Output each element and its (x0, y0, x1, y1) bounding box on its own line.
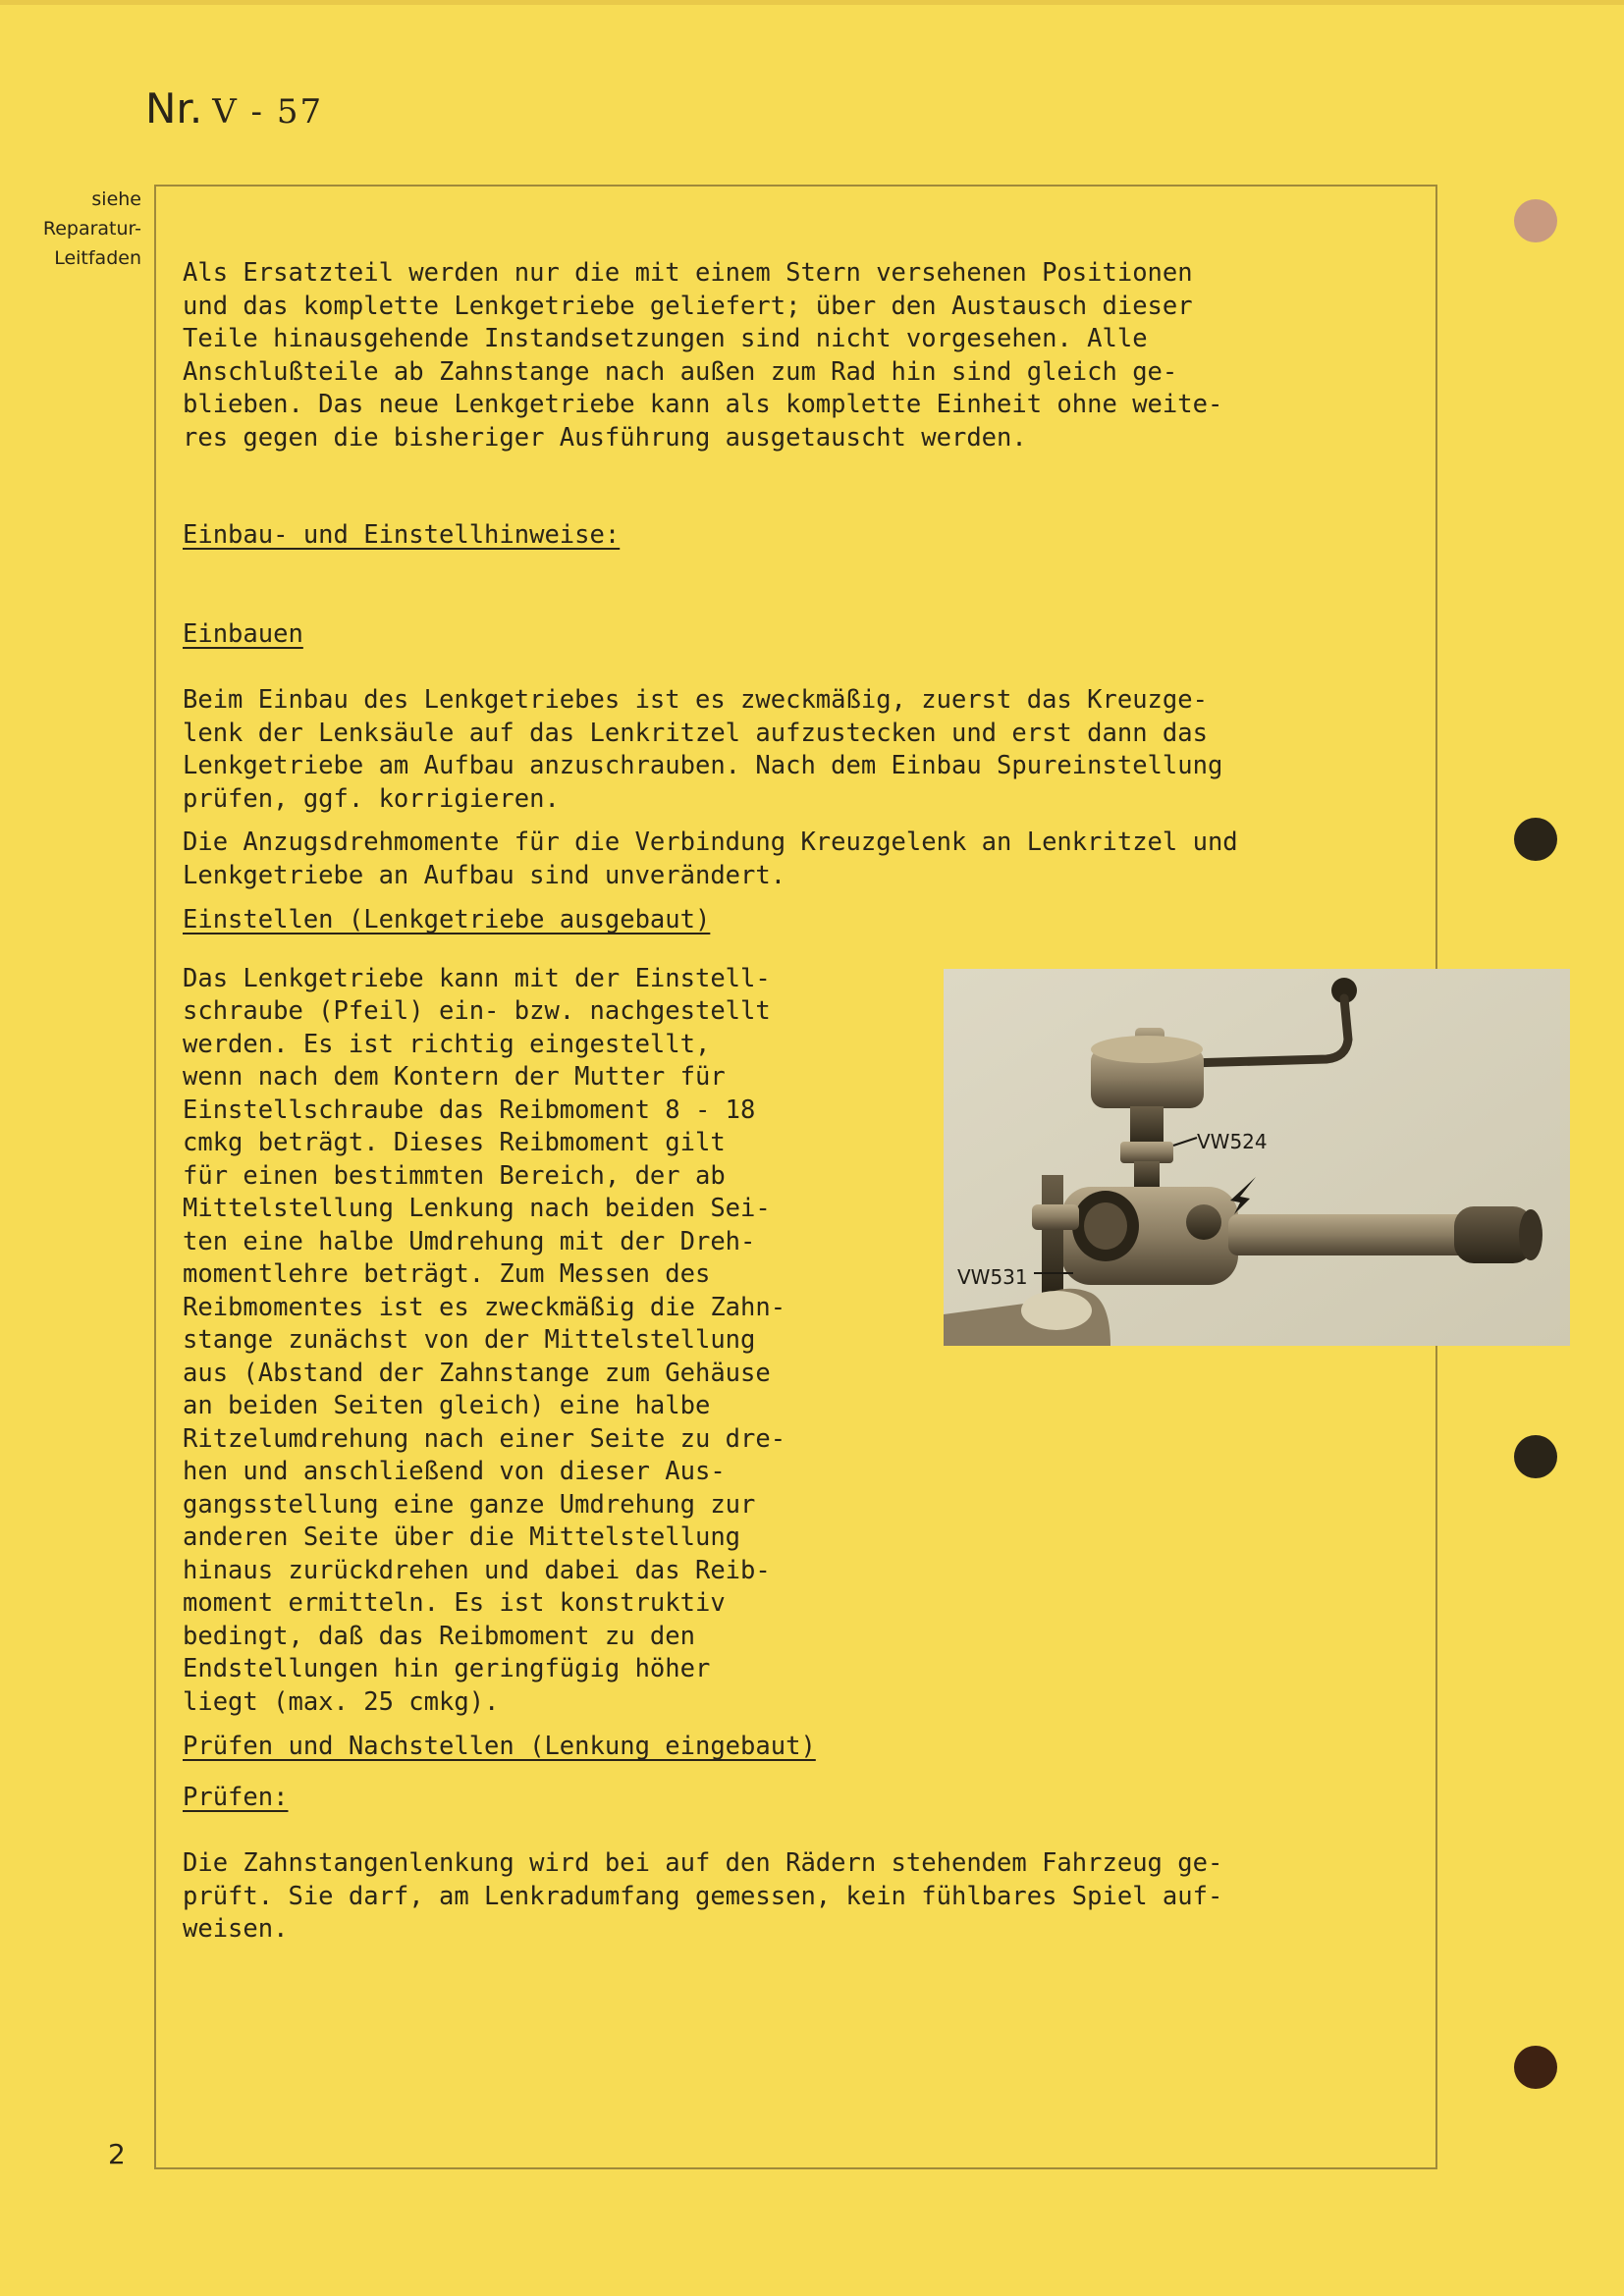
heading-einbau-einstellhinweise: Einbau- und Einstellhinweise: (183, 520, 621, 550)
heading-einbauen: Einbauen (183, 618, 303, 649)
heading-pruefen: Prüfen: (183, 1782, 289, 1812)
einstellen-section (183, 963, 1439, 1720)
text-line: lenk der Lenksäule auf das Lenkritzel aufzustecken und erst dann das (183, 718, 1208, 748)
text-line: momentlehre beträgt. Zum Messen des (183, 1259, 711, 1289)
text-line: an beiden Seiten gleich) eine halbe (183, 1391, 711, 1420)
punch-hole (1514, 2046, 1557, 2089)
text-line: Teile hinausgehende Instandsetzungen sind nicht vorgesehen. Alle (183, 324, 1148, 353)
document-body (183, 257, 1439, 1947)
side-note-line: Reparatur- (42, 218, 141, 240)
einbauen-paragraph-2 (183, 827, 1439, 892)
text-line: Als Ersatzteil werden nur die mit einem Stern versehenen Positionen (183, 258, 1193, 288)
page-top-edge (0, 0, 1624, 5)
text-line: res gegen die bisheriger Ausführung ausgetauscht werden. (183, 422, 1027, 453)
text-line: wenn nach dem Kontern der Mutter für (183, 1062, 726, 1092)
text-line: weisen. (183, 1914, 289, 1944)
text-line: Die Zahnstangenlenkung wird bei auf den Rädern stehendem Fahrzeug ge- (183, 1848, 1223, 1878)
punch-hole (1514, 199, 1557, 242)
text-line: hinaus zurückdrehen und dabei das Reib- (183, 1555, 771, 1585)
side-note (24, 185, 141, 273)
side-note-line: siehe (91, 188, 141, 210)
text-line: hen und anschließend von dieser Aus- (183, 1457, 726, 1486)
side-note-line: Leitfaden (54, 247, 141, 269)
text-line: prüfen, ggf. korrigieren. (183, 783, 560, 814)
text-line: aus (Abstand der Zahnstange zum Gehäuse (183, 1358, 771, 1388)
text-line: Endstellungen hin geringfügig höher (183, 1654, 711, 1683)
text-line: werden. Es ist richtig eingestellt, (183, 1029, 711, 1059)
text-line: cmkg beträgt. Dieses Reibmoment gilt (183, 1128, 726, 1157)
punch-hole (1514, 1435, 1557, 1478)
document-number (145, 84, 323, 133)
text-line: blieben. Das neue Lenkgetriebe kann als komplette Einheit ohne weite- (183, 390, 1223, 419)
text-line: moment ermitteln. Es ist konstruktiv (183, 1588, 726, 1618)
text-line: Lenkgetriebe am Aufbau anzuschrauben. Nach dem Einbau Spureinstellung (183, 751, 1223, 780)
heading-einstellen: Einstellen (Lenkgetriebe ausgebaut) (183, 905, 711, 934)
figure-label-vw524: VW524 (1197, 1129, 1268, 1153)
text-line: Reibmomentes ist es zweckmäßig die Zahn- (183, 1292, 786, 1322)
text-line: Beim Einbau des Lenkgetriebes ist es zweckmäßig, zuerst das Kreuzge- (183, 685, 1208, 715)
pruefen-paragraph (183, 1847, 1439, 1947)
page-number: 2 (108, 2138, 126, 2170)
text-line: Mittelstellung Lenkung nach beiden Sei- (183, 1194, 771, 1223)
heading-pruefen-nachstellen: Prüfen und Nachstellen (Lenkung eingebaut) (183, 1732, 816, 1761)
text-line: stange zunächst von der Mittelstellung (183, 1325, 756, 1355)
text-line: Das Lenkgetriebe kann mit der Einstell- (183, 963, 771, 993)
document-number-value: V - 57 (212, 92, 324, 132)
text-line: Einstellschraube das Reibmoment 8 - 18 (183, 1095, 756, 1125)
punch-hole (1514, 818, 1557, 861)
text-line: für einen bestimmten Bereich, der ab (183, 1160, 726, 1191)
text-line: ten eine halbe Umdrehung mit der Dreh- (183, 1226, 756, 1256)
text-line: prüft. Sie darf, am Lenkradumfang gemessen, kein fühlbares Spiel auf- (183, 1881, 1223, 1911)
text-line: Anschlußteile ab Zahnstange nach außen zum Rad hin sind gleich ge- (183, 356, 1178, 387)
einbauen-paragraph-1 (183, 684, 1439, 816)
text-line: Lenkgetriebe an Aufbau sind unverändert. (183, 860, 786, 890)
text-line: und das komplette Lenkgetriebe geliefert; über den Austausch dieser (183, 291, 1193, 321)
text-line: Die Anzugsdrehmomente für die Verbindung Kreuzgelenk an Lenkritzel und (183, 828, 1238, 857)
text-line: bedingt, daß das Reibmoment zu den (183, 1621, 695, 1651)
text-line: Ritzelumdrehung nach einer Seite zu dre- (183, 1423, 786, 1454)
steering-gear-photo (944, 969, 1570, 1346)
intro-paragraph (183, 257, 1439, 454)
text-line: gangsstellung eine ganze Umdrehung zur (183, 1489, 756, 1520)
text-line: liegt (max. 25 cmkg). (183, 1686, 500, 1717)
document-number-label: Nr. (145, 84, 203, 133)
figure-label-vw531: VW531 (957, 1264, 1028, 1289)
text-line: anderen Seite über die Mittelstellung (183, 1522, 741, 1552)
text-line: schraube (Pfeil) ein- bzw. nachgestellt (183, 996, 771, 1026)
